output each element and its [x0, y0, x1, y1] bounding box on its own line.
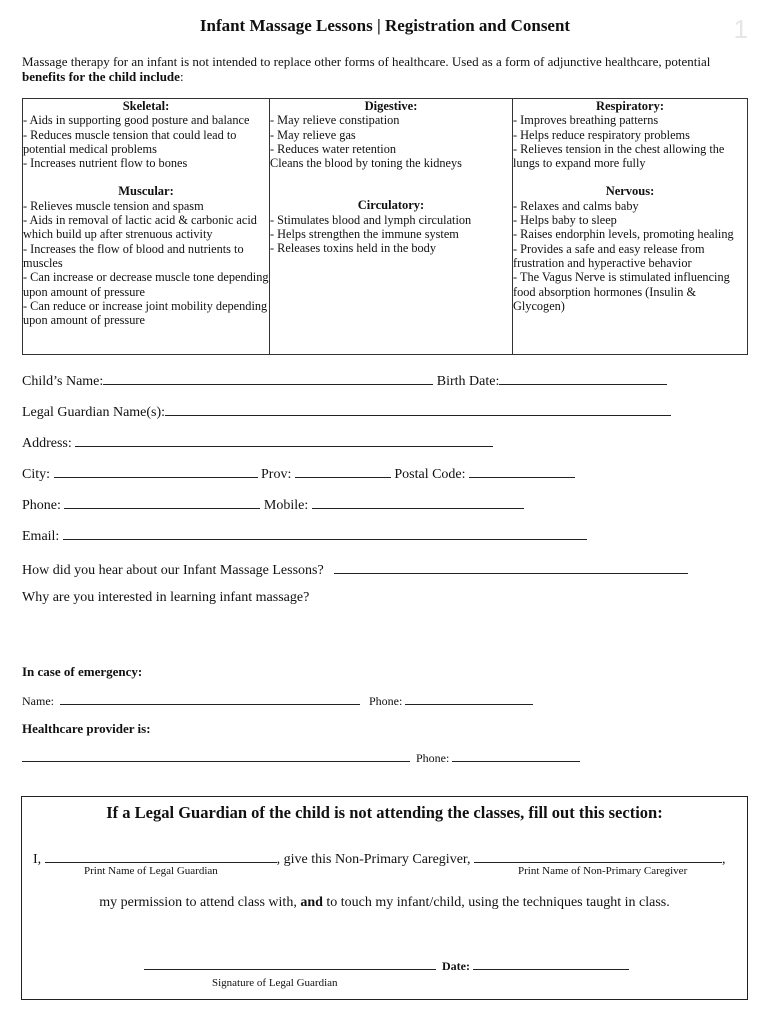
- date-label: Date:: [442, 959, 470, 973]
- prov-label: Prov:: [261, 467, 292, 482]
- page-title: Infant Massage Lessons | Registration and Consent: [199, 16, 571, 35]
- emergency-row: [22, 692, 533, 709]
- list-item: - Provides a safe and easy release from frustration and hyperactive behavior: [513, 241, 705, 270]
- respiratory-heading: Respiratory:: [595, 99, 665, 113]
- intro-end: :: [179, 69, 184, 84]
- list-item: - Relaxes and calms baby: [513, 198, 639, 213]
- emergency-heading: In case of emergency:: [22, 664, 143, 679]
- list-item: - Reduces water retention: [270, 141, 396, 156]
- guardian-signature-field[interactable]: [144, 957, 436, 970]
- list-item: - Can reduce or increase joint mobility depending upon amount of pressure: [23, 298, 268, 328]
- list-item: - The Vagus Nerve is stimulated influencing food absorption hormones (Insulin & Glycogen): [513, 270, 730, 313]
- consent-date-field[interactable]: [473, 957, 629, 970]
- list-item: - May relieve constipation: [270, 113, 400, 128]
- phone-label: Phone:: [22, 498, 61, 513]
- muscular-heading: Muscular:: [118, 184, 174, 199]
- nervous-list: [513, 199, 747, 313]
- digestive-list: [270, 113, 512, 170]
- nervous-heading: Nervous:: [605, 184, 655, 199]
- intro-paragraph: [22, 54, 747, 84]
- healthcare-row: [22, 749, 580, 766]
- permission-after: to touch my infant/child, using the techniques taught in class.: [322, 895, 670, 910]
- email-label: Email:: [22, 529, 60, 544]
- guardian-name-row: [22, 401, 671, 421]
- address-label: Address:: [22, 436, 72, 451]
- email-row: [22, 525, 587, 545]
- list-item: - Stimulates blood and lymph circulation: [270, 212, 472, 227]
- child-name-field[interactable]: [103, 370, 433, 385]
- address-field[interactable]: [75, 432, 493, 447]
- list-item: - Increases nutrient flow to bones: [23, 156, 188, 171]
- mobile-label: Mobile:: [263, 498, 309, 513]
- intro-text: Massage therapy for an infant is not intended to replace other forms of healthcare. Used as a form of adjunctive healthcare, potential: [22, 54, 711, 69]
- child-name-label: Child’s Name:: [22, 374, 104, 389]
- consent-section: [21, 796, 748, 1000]
- emergency-phone-field[interactable]: [405, 692, 533, 705]
- guardian-name-caption: Print Name of Legal Guardian: [84, 865, 218, 877]
- list-item: - Raises endorphin levels, promoting healing: [513, 227, 734, 242]
- consent-give-text: , give this Non-Primary Caregiver,: [276, 852, 471, 867]
- healthcare-heading: Healthcare provider is:: [22, 721, 151, 736]
- respiratory-list: [513, 113, 747, 170]
- list-item: - Aids in supporting good posture and balance: [23, 113, 250, 128]
- digestive-heading: Digestive:: [364, 99, 418, 113]
- list-item: - Relieves muscle tension and spasm: [23, 198, 204, 213]
- benefits-table: [22, 98, 748, 355]
- birth-date-field[interactable]: [499, 370, 667, 385]
- permission-bold: and: [300, 895, 323, 910]
- hear-about-field[interactable]: [334, 559, 688, 574]
- consent-heading: If a Legal Guardian of the child is not attending the classes, fill out this section:: [106, 803, 663, 822]
- address-row: [22, 432, 493, 452]
- list-item: - Helps strengthen the immune system: [270, 227, 459, 242]
- page-number: 1: [733, 14, 748, 44]
- caregiver-print-name-field[interactable]: [474, 848, 722, 863]
- list-item: - Releases toxins held in the body: [270, 241, 436, 256]
- list-item: - Increases the flow of blood and nutrients to muscles: [23, 241, 244, 270]
- healthcare-provider-field[interactable]: [22, 749, 410, 762]
- city-field[interactable]: [54, 463, 258, 478]
- emergency-name-field[interactable]: [60, 692, 360, 705]
- phone-field[interactable]: [64, 494, 260, 509]
- guardian-name-label: Legal Guardian Name(s):: [22, 405, 166, 420]
- benefits-column-3: [513, 99, 747, 354]
- list-item: - Helps baby to sleep: [513, 213, 617, 228]
- healthcare-phone-field[interactable]: [452, 749, 580, 762]
- hear-about-row: [22, 559, 688, 579]
- postal-code-field[interactable]: [469, 463, 575, 478]
- child-name-row: [22, 370, 667, 390]
- postal-code-label: Postal Code:: [394, 467, 466, 482]
- hear-about-label: How did you hear about our Infant Massage Lessons?: [22, 563, 324, 578]
- benefits-column-1: [23, 99, 270, 354]
- list-item: - Can increase or decrease muscle tone depending upon amount of pressure: [23, 270, 269, 299]
- intro-bold: benefits for the child include: [22, 69, 180, 84]
- why-interested-label: Why are you interested in learning infant massage?: [22, 590, 310, 605]
- signature-row: [144, 957, 629, 974]
- phone-row: [22, 494, 524, 514]
- guardian-name-field[interactable]: [165, 401, 671, 416]
- list-item: - Aids in removal of lactic acid & carbonic acid which build up after strenuous activity: [23, 213, 257, 242]
- list-item: - Relieves tension in the chest allowing the lungs to expand more fully: [513, 141, 725, 171]
- emergency-phone-label: Phone:: [369, 694, 403, 708]
- consent-comma: ,: [722, 852, 726, 867]
- list-item: - Reduces muscle tension that could lead to potential medical problems: [23, 127, 237, 156]
- prov-field[interactable]: [295, 463, 391, 478]
- why-interested-row: [22, 590, 309, 606]
- consent-i-label: I,: [33, 852, 42, 867]
- caregiver-name-caption: Print Name of Non-Primary Caregiver: [518, 865, 688, 877]
- emergency-name-label: Name:: [22, 694, 54, 708]
- skeletal-list: [23, 113, 269, 170]
- list-item: - Helps reduce respiratory problems: [513, 127, 690, 142]
- muscular-list: [23, 199, 269, 328]
- list-item: - Improves breathing patterns: [513, 113, 659, 128]
- list-item: - May relieve gas: [270, 127, 356, 142]
- circulatory-heading: Circulatory:: [357, 198, 425, 213]
- birth-date-label: Birth Date:: [436, 374, 500, 389]
- healthcare-phone-label: Phone:: [416, 751, 450, 765]
- mobile-field[interactable]: [312, 494, 524, 509]
- email-field[interactable]: [63, 525, 587, 540]
- city-row: [22, 463, 575, 483]
- city-label: City:: [22, 467, 51, 482]
- guardian-print-name-field[interactable]: [45, 848, 277, 863]
- benefits-column-2: [270, 99, 513, 354]
- circulatory-list: [270, 213, 512, 256]
- list-item: Cleans the blood by toning the kidneys: [270, 156, 462, 171]
- skeletal-heading: Skeletal:: [122, 99, 170, 113]
- permission-text: [22, 895, 747, 911]
- permission-before: my permission to attend class with,: [99, 895, 301, 910]
- signature-caption: Signature of Legal Guardian: [212, 977, 338, 989]
